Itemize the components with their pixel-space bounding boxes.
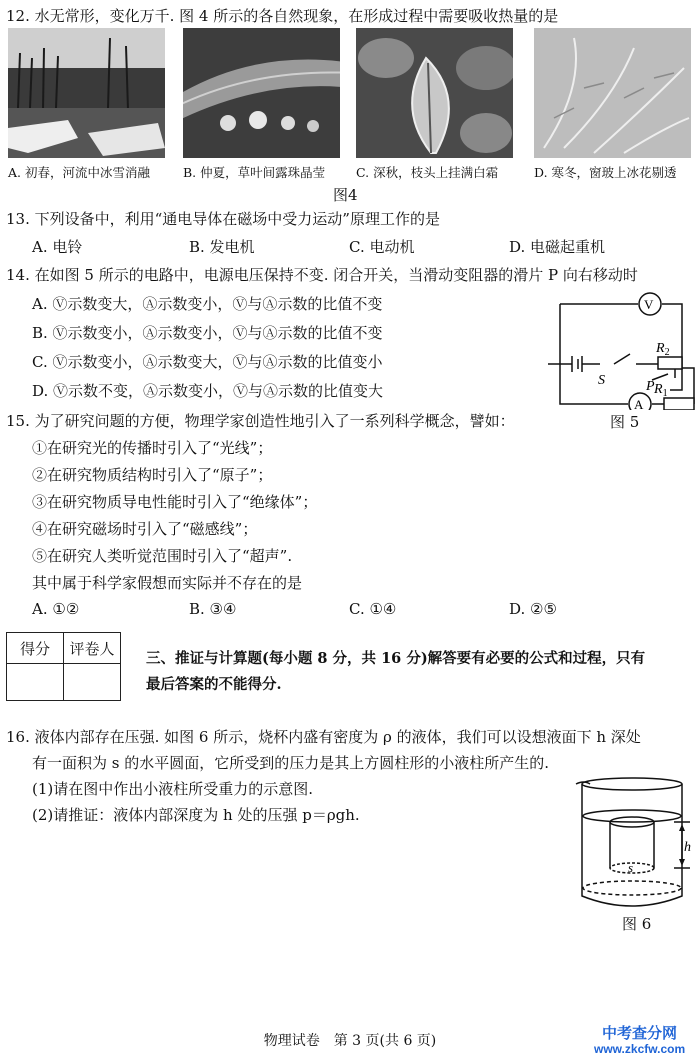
slider-label: P <box>646 379 655 394</box>
q14-option-a: A. Ⓥ示数变大，Ⓐ示数变小，Ⓥ与Ⓐ示数的比值不变 <box>32 295 383 313</box>
q13-option-b: B. 发电机 <box>189 238 255 256</box>
beaker-diagram <box>574 776 698 912</box>
circuit-diagram <box>548 292 698 410</box>
section3-instruction-line1: 三、推证与计算题(每小题 8 分，共 16 分)解答要有必要的公式和过程，只有 <box>146 650 646 667</box>
photo-ice-flowers <box>534 28 691 158</box>
score-cell[interactable] <box>7 664 64 701</box>
figure-5-label: 图 5 <box>610 413 640 431</box>
ammeter-label: A <box>634 397 644 410</box>
q14-option-d: D. Ⓥ示数不变，Ⓐ示数变小，Ⓥ与Ⓐ示数的比值变大 <box>32 382 384 400</box>
q15-option-c: C. ①④ <box>349 600 397 618</box>
grader-header: 评卷人 <box>64 633 121 664</box>
score-box <box>6 632 121 701</box>
grader-cell[interactable] <box>64 664 121 701</box>
q14-option-c: C. Ⓥ示数变小，Ⓐ示数变大，Ⓥ与Ⓐ示数的比值变小 <box>32 353 383 371</box>
watermark-url: www.zkcfw.com <box>594 1042 686 1056</box>
page-footer: 物理试卷 第 3 页(共 6 页) <box>263 1033 437 1049</box>
q15-item-3: ③在研究物质导电性能时引入了“绝缘体”； <box>32 493 318 511</box>
q16-line2: 有一面积为 s 的水平圆面，它所受到的压力是其上方圆柱形的小液柱所产生的. <box>32 754 550 772</box>
q13-option-a: A. 电铃 <box>32 238 83 256</box>
q16-line1: 16. 液体内部存在压强. 如图 6 所示，烧杯内盛有密度为 ρ 的液体，我们可以设想液面下 h 深处 <box>6 728 641 746</box>
q15-option-a: A. ①② <box>32 600 80 618</box>
q12-stem: 12. 水无常形，变化万千. 图 4 所示的各自然现象，在形成过程中需要吸收热量的是 <box>6 7 559 25</box>
q13-option-c: C. 电动机 <box>349 238 415 256</box>
score-header: 得分 <box>7 633 64 664</box>
r2-label: $R_2$ <box>656 341 670 358</box>
voltmeter-label: V <box>644 297 654 312</box>
caption-b: B. 仲夏，草叶间露珠晶莹 <box>183 165 326 180</box>
photo-frost-leaves <box>356 28 513 158</box>
q15-item-4: ④在研究磁场时引入了“磁感线”； <box>32 520 258 538</box>
q15-item-1: ①在研究光的传播时引入了“光线”； <box>32 439 273 457</box>
q13-stem: 13. 下列设备中，利用“通电导体在磁场中受力运动”原理工作的是 <box>6 210 440 228</box>
caption-c: C. 深秋，枝头上挂满白霜 <box>356 165 499 180</box>
q15-question: 其中属于科学家假想而实际并不存在的是 <box>32 574 303 592</box>
photo-dew-drops <box>183 28 340 158</box>
caption-d: D. 寒冬，窗玻上冰花剔透 <box>534 165 677 180</box>
figure-4-label: 图4 <box>333 186 358 204</box>
q13-option-d: D. 电磁起重机 <box>509 238 606 256</box>
switch-label: S <box>598 373 605 388</box>
caption-a: A. 初春，河流中冰雪消融 <box>8 165 150 180</box>
q14-stem: 14. 在如图 5 所示的电路中，电源电压保持不变. 闭合开关，当滑动变阻器的滑片 P 向右移动时 <box>6 266 638 284</box>
q15-stem: 15. 为了研究问题的方便，物理学家创造性地引入了一系列科学概念，譬如： <box>6 412 515 430</box>
q15-item-5: ⑤在研究人类听觉范围时引入了“超声”. <box>32 547 293 565</box>
q14-option-b: B. Ⓥ示数变小，Ⓐ示数变小，Ⓥ与Ⓐ示数的比值不变 <box>32 324 383 342</box>
section3-instruction-line2: 最后答案的不能得分. <box>146 676 282 693</box>
watermark-title: 中考查分网 <box>602 1025 678 1042</box>
figure-6-label: 图 6 <box>622 915 652 933</box>
q15-option-b: B. ③④ <box>189 600 237 618</box>
q15-item-2: ②在研究物质结构时引入了“原子”； <box>32 466 273 484</box>
q15-option-d: D. ②⑤ <box>509 600 557 618</box>
area-label: s <box>628 860 634 875</box>
photo-ice-melting <box>8 28 165 158</box>
r1-label: $R_1$ <box>654 382 668 399</box>
q16-part1: (1)请在图中作出小液柱所受重力的示意图. <box>32 780 314 798</box>
q16-part2: (2)请推证：液体内部深度为 h 处的压强 p＝ρgh. <box>32 806 360 824</box>
depth-label: h <box>684 840 691 855</box>
